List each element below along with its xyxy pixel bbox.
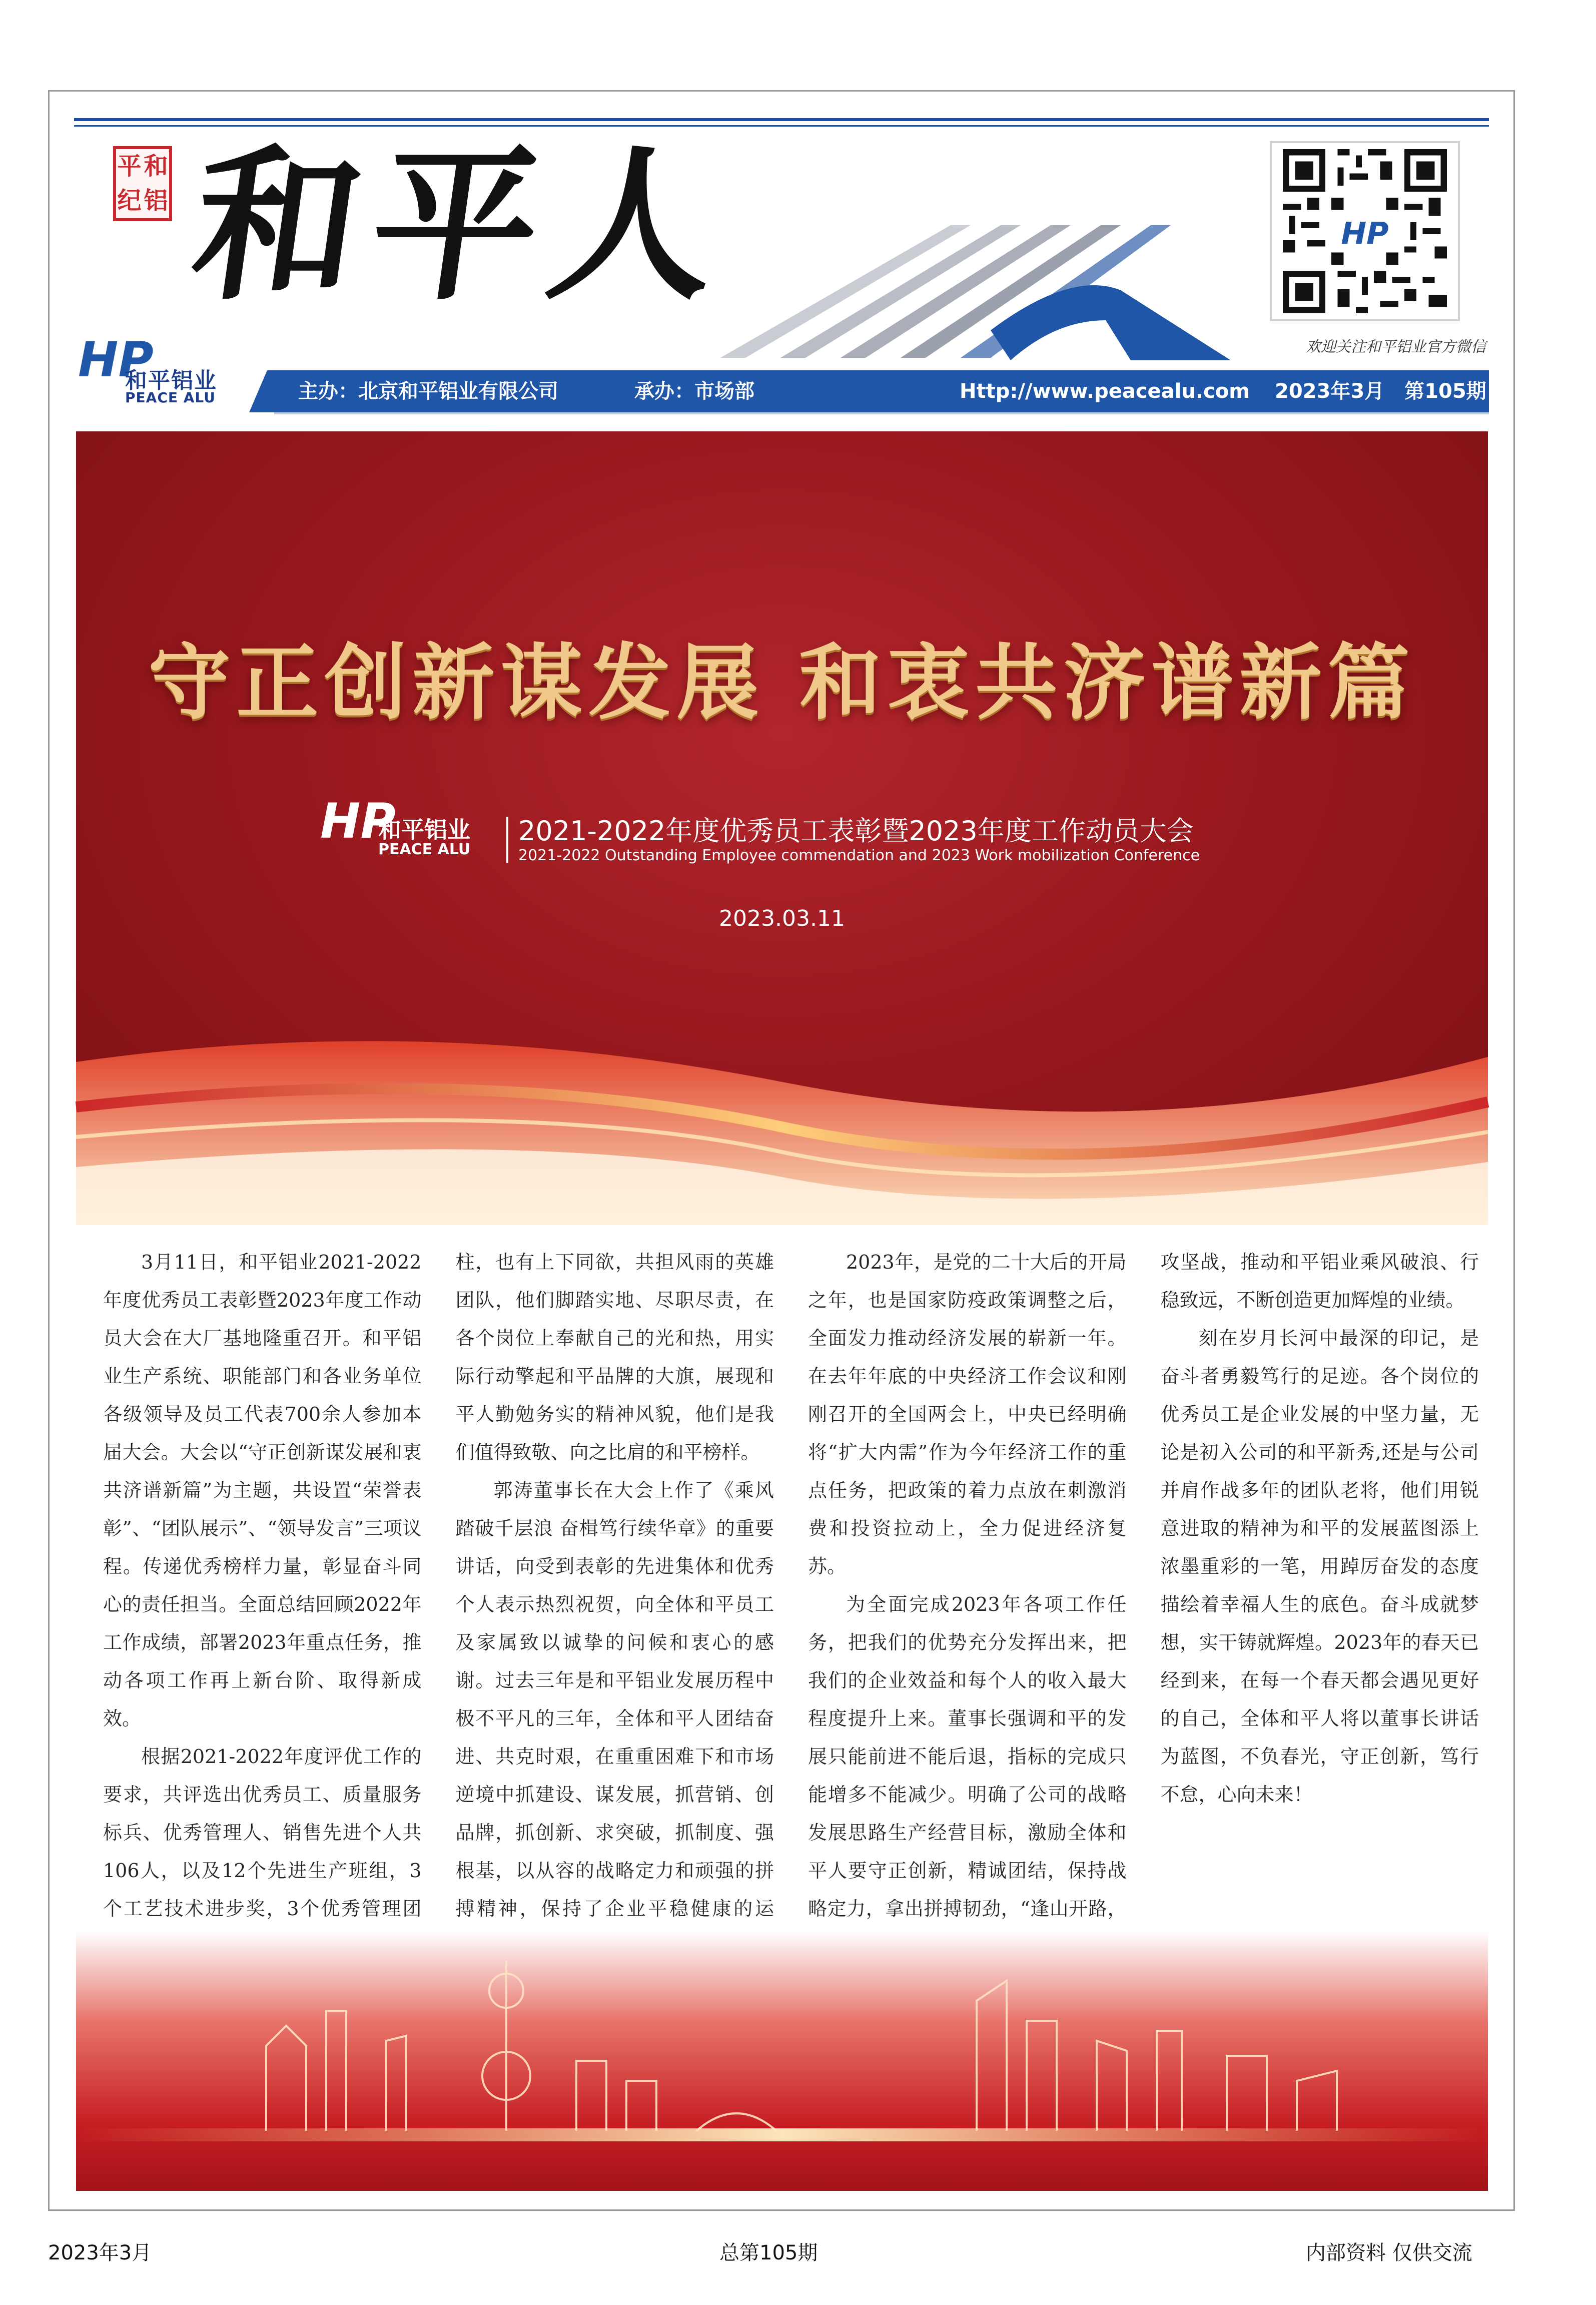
article-paragraph: 刻在岁月长河中最深的印记，是奋斗者勇毅笃行的足迹。各个岗位的优秀员工是企业发展的中坚力量，无论是初入公司的和平新秀,还是与公司并肩作战多年的团队老将，他们用锐意进取的精神为和平的发展蓝图添上浓墨重彩的一笔，用踔厉奋发的态度描绘着幸福人生的底色。奋斗成就梦想，实干铸就辉煌。2023年的春天已经到来，在每一个春天都会遇见更好的自己，全体和平人将以董事长讲话为蓝图，不负春光，守正创新，笃行不怠，心向未来！ bbox=[1160, 1327, 1479, 1806]
organizer-text: 承办：市场部 bbox=[634, 380, 754, 403]
banner-date: 2023.03.11 bbox=[719, 906, 845, 931]
banner-headline: 守正创新谋发展 和衷共济谱新篇 bbox=[148, 635, 1416, 731]
footer-issue: 总第105期 bbox=[719, 2241, 818, 2264]
banner-waves-decoration bbox=[76, 1002, 1488, 1225]
conference-banner bbox=[76, 431, 1488, 1225]
seal-char: 铝 bbox=[144, 187, 168, 215]
seal-char: 平 bbox=[117, 152, 142, 180]
svg-text:HP: HP bbox=[78, 332, 154, 388]
footer-date: 2023年3月 bbox=[48, 2241, 152, 2264]
swoosh-graphic-icon bbox=[690, 210, 1241, 360]
infobar-underline bbox=[274, 412, 1489, 414]
article-paragraph: 2023年，是党的二十大后的开局之年，也是国家防疫政策调整之后，全面发力推动经济发展的崭新一年。在去年年底的中央经济工作会议和刚刚召开的全国两会上，中央已经明确将“扩大内需”作为今年经济工作的重点任务，把政策的着力点放在刺激消费和投资拉动上，全力促进经济复苏。 bbox=[808, 1251, 1127, 1577]
city-skyline-decoration bbox=[76, 1931, 1488, 2191]
banner-divider bbox=[506, 817, 508, 863]
svg-text:HP: HP bbox=[320, 793, 396, 849]
masthead-title: 和平人 bbox=[181, 128, 743, 322]
sponsor-text: 主办：北京和平铝业有限公司 bbox=[298, 380, 558, 403]
masthead-seal bbox=[113, 146, 172, 221]
top-rule bbox=[74, 118, 1489, 121]
qr-caption: 欢迎关注和平铝业官方微信 bbox=[1306, 338, 1486, 356]
seal-char: 纪 bbox=[117, 187, 142, 215]
banner-hp-logo-icon bbox=[318, 792, 396, 849]
publication-info-bar bbox=[274, 370, 1489, 412]
banner-subtitle-cn: 2021-2022年度优秀员工表彰暨2023年度工作动员大会 bbox=[518, 815, 1194, 847]
issue-text: 2023年3月 第105期 bbox=[1275, 380, 1486, 403]
svg-text:HP: HP bbox=[1341, 216, 1389, 252]
website-link[interactable]: Http://www.peacealu.com bbox=[960, 380, 1250, 403]
qr-code[interactable] bbox=[1270, 141, 1460, 321]
article-paragraph: 郭涛董事长在大会上作了《乘风踏破千层浪 奋楫笃行续华章》的重要讲话，向受到表彰的先进集体和优秀个人表示热烈祝贺，向全体和平员工及家属致以诚挚的问候和衷心的感谢。过去三年是和平铝业发展历程中极不平凡的三年，全体和平人团结奋进、共克时艰，在重重困难下和市场逆境中抓建设、谋发展，抓营销、创品牌，抓创新、求突破，抓制度、强根基，以从容的战略定力和顽强的拼搏精神，保持了企业平稳健康的运 bbox=[455, 1479, 774, 1920]
banner-logo-cn: 和平铝业 bbox=[378, 816, 470, 843]
article-paragraph: 为全面完成2023年各项工作任务，把我们的优势充分发挥出来，把我们的企业效益和每个人的收入最大程度提升上来。董事长强调和平的发展只能前进不能后退，指标的完成只能增多不能减少。明确了公司的战略发展思路生产经营目标，激励全体和平人要守正创新，精诚团结，保持战略定力，拿出拼搏韧劲，“逢山开路， 攻坚战，推动和平铝业乘风破浪、行稳致远，不断创造更加辉煌的业绩。 bbox=[808, 1251, 1479, 1920]
article-paragraph: 3月11日，和平铝业2021-2022年度优秀员工表彰暨2023年度工作动员大会在大厂基地隆重召开。和平铝业生产系统、职能部门和各业务单位各级领导及员工代表700余人参加本届大会。大会以“守正创新谋发展和衷共济谱新篇”为主题，共设置“荣誉表彰”、“团队展示”、“领导发言”三项议程。传递优秀榜样力量，彰显奋斗同心的责任担当。全面总结回顾2022年工作成绩，部署2023年重点任务，推动各项工作再上新台阶、取得新成效。 bbox=[103, 1251, 422, 1730]
logo-name-cn: 和平铝业 bbox=[125, 368, 217, 393]
qr-code-icon bbox=[1272, 143, 1458, 319]
footer-note: 内部资料 仅供交流 bbox=[1306, 2241, 1472, 2264]
article-paragraph: 根据2021-2022年度评优工作的要求，共评选出优秀员工、质量服务标兵、优秀管理人、销售先进个人共106人，以及12个先进生产班组，3个工艺技术进步奖，3个优秀管理团 柱，也有上下同欲，共担风雨的英雄团队，他们脚踏实地、尽职尽责，在各个岗位上奉献自己的光和热，用实际行动擎起和平品牌的大旗，展现和平人勤勉务实的精神风貌，他们是我们值得致敬、向之比肩的和平榜样。 bbox=[103, 1251, 774, 1920]
logo-name-en: PEACE ALU bbox=[125, 389, 216, 406]
article-body bbox=[103, 1243, 1479, 2004]
banner-subtitle-en: 2021-2022 Outstanding Employee commendation and 2023 Work mobilization Conference bbox=[518, 847, 1200, 864]
banner-logo-en: PEACE ALU bbox=[378, 841, 471, 858]
seal-char: 和 bbox=[144, 152, 168, 180]
